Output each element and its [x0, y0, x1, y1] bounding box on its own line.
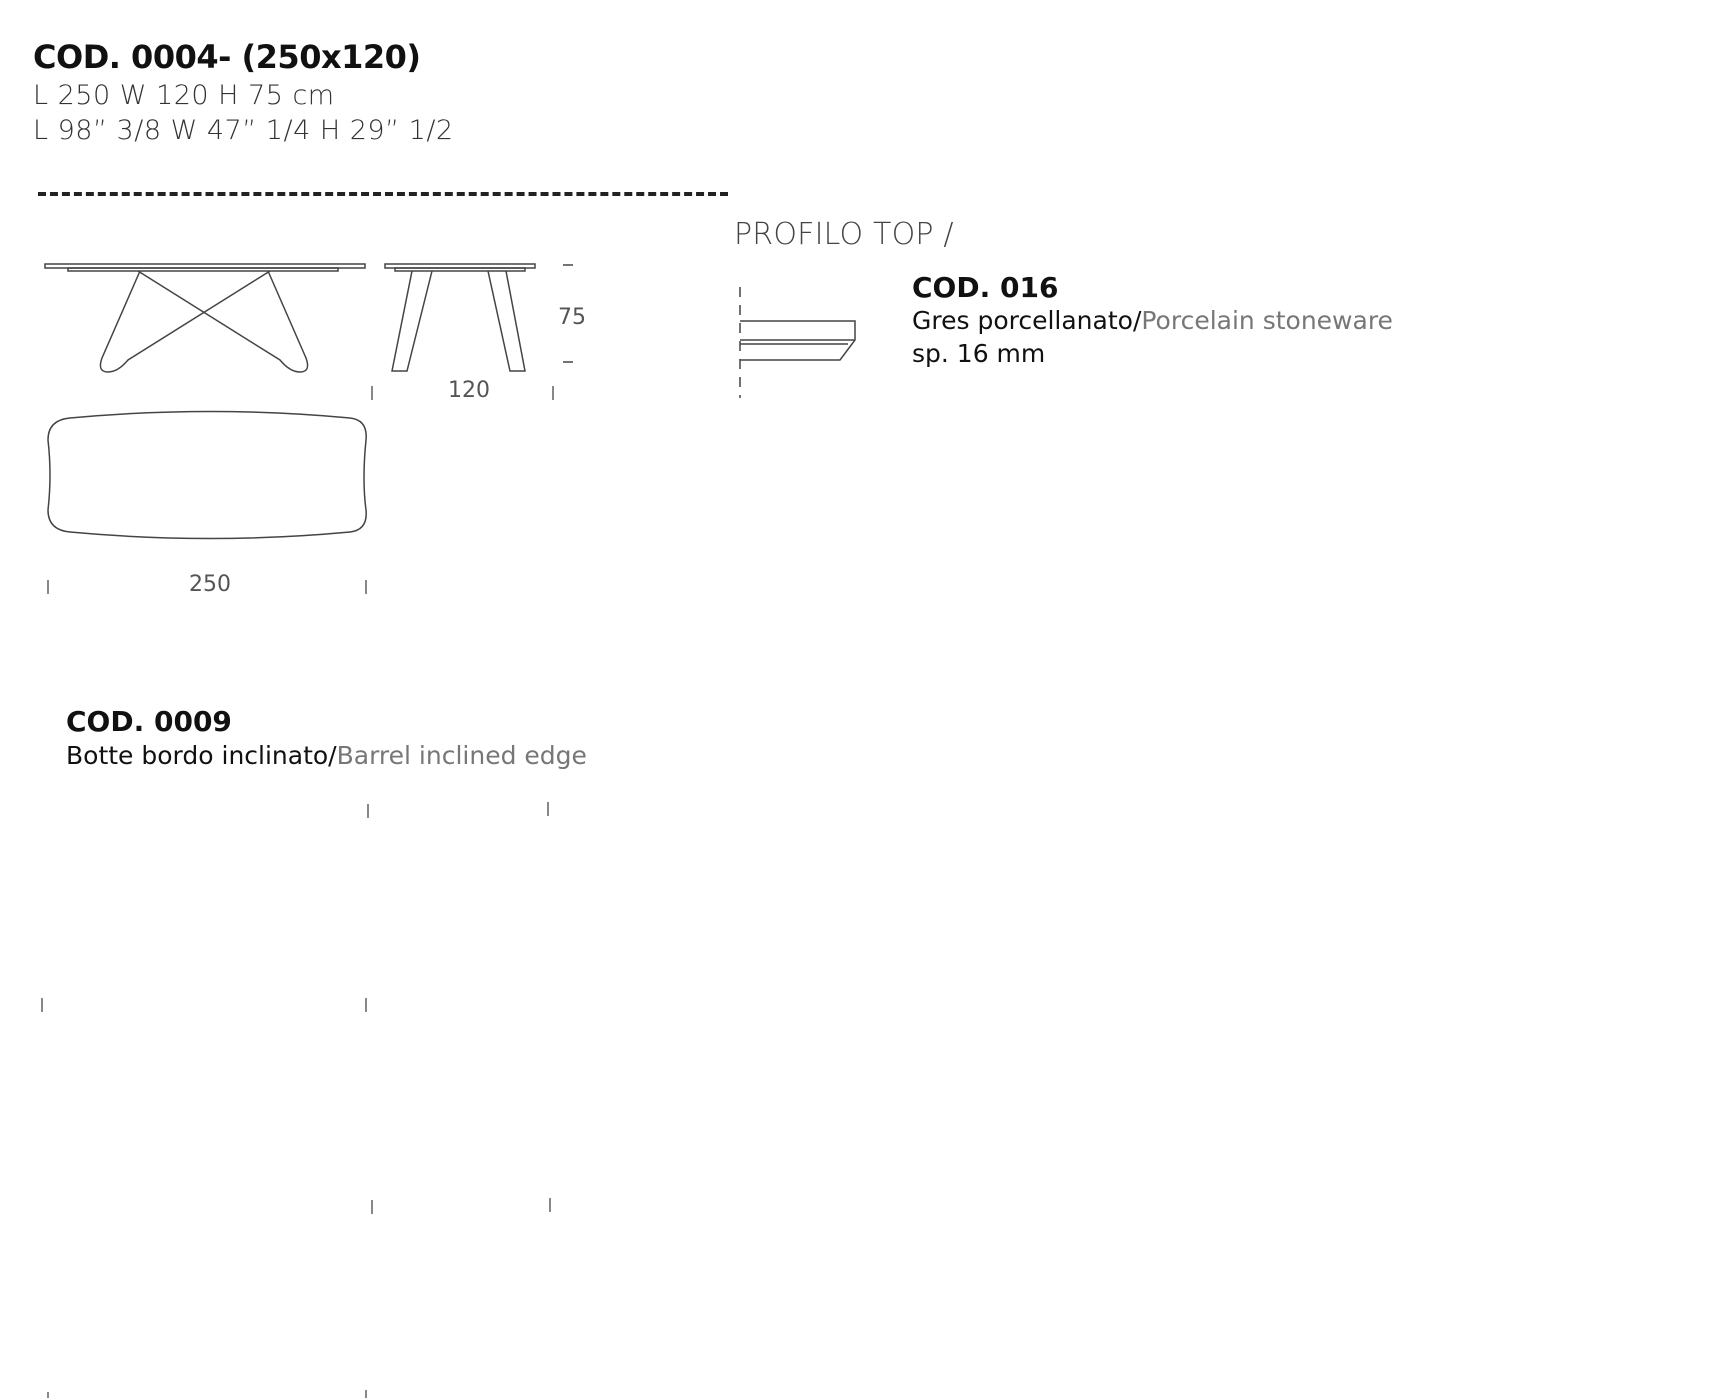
product-code-title: COD. 0004- (250x120): [33, 38, 421, 76]
dimension-height-label: 75: [558, 305, 586, 330]
material-italian: Gres porcellanato/: [912, 306, 1142, 335]
profile-top-heading: PROFILO TOP /: [734, 217, 954, 252]
dimension-width-label: 120: [448, 378, 490, 403]
top-profile-section-drawing: [740, 287, 855, 398]
dimensions-inches: L 98” 3/8 W 47” 1/4 H 29” 1/2: [33, 115, 454, 146]
side-view-length-drawing: [45, 264, 365, 372]
front-view-width-drawing: [385, 264, 573, 371]
dimensions-cm: L 250 W 120 H 75 cm: [33, 80, 335, 111]
profile-thickness: sp. 16 mm: [912, 339, 1046, 368]
edge-label-italian: Botte bordo inclinato/: [66, 741, 337, 770]
edge-code: COD. 0009: [66, 705, 232, 738]
profile-material: [912, 306, 1393, 335]
profile-code: COD. 016: [912, 271, 1059, 304]
material-english: Porcelain stoneware: [1141, 306, 1393, 335]
edge-description: [66, 741, 587, 770]
edge-label-english: Barrel inclined edge: [336, 741, 587, 770]
top-view-plan-drawing: [48, 412, 366, 539]
dimension-length-label: 250: [189, 572, 231, 597]
